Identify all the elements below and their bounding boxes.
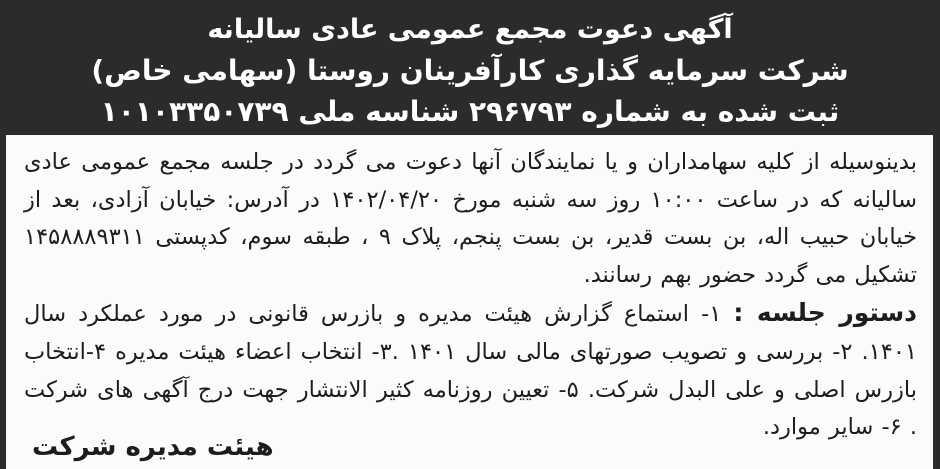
- notice-title: آگهی دعوت مجمع عمومی عادی سالیانه: [207, 14, 733, 45]
- registration-line: ثبت شده به شماره ۲۹۶۷۹۳ شناسه ملی ۱۰۱۰۳۳۵۰۷۳۹: [100, 95, 840, 128]
- invitation-paragraph: [24, 144, 917, 294]
- company-name: شرکت سرمایه گذاری کارآفرینان روستا (سهامی خاص): [91, 54, 849, 87]
- agenda-label: دستور جلسه :: [733, 298, 918, 328]
- board-signature: هیئت مدیره شرکت: [32, 432, 274, 462]
- invitation-text: بدینوسیله از کلیه سهامداران و یا نمایندگان آنها دعوت می گردد در جلسه مجمع عمومی عادی سالیانه که در ساعت ۱۰:۰۰ روز سه شنبه مورخ ۱۴۰۲/۰۴/۲۰ در آدرس: خیابان آزادی، بعد از خیابان حبیب اله، بن بست قدیر، بن بست پنجم، پلاک ۹ ، طبقه سوم، کدپستی ۱۴۵۸۸۸۹۳۱۱ تشکیل می گردد حضور بهم رسانند.: [24, 149, 917, 288]
- agenda-items-text: ۱- استماع گزارش هیئت مدیره و بازرس قانونی در مورد عملکرد سال ۱۴۰۱. ۲- بررسی و تصویب صورتهای مالی سال ۱۴۰۱ .۳- انتخاب اعضاء هیئت مدیره ۴-انتخاب بازرس اصلی و علی البدل شرکت. ۵- تعیین روزنامه کثیر الانتشار جهت درج آگهی های شرکت . ۶- سایر موارد.: [24, 301, 918, 441]
- notice-body: [6, 135, 933, 469]
- agenda-paragraph: [24, 294, 917, 446]
- notice-header: [0, 0, 940, 135]
